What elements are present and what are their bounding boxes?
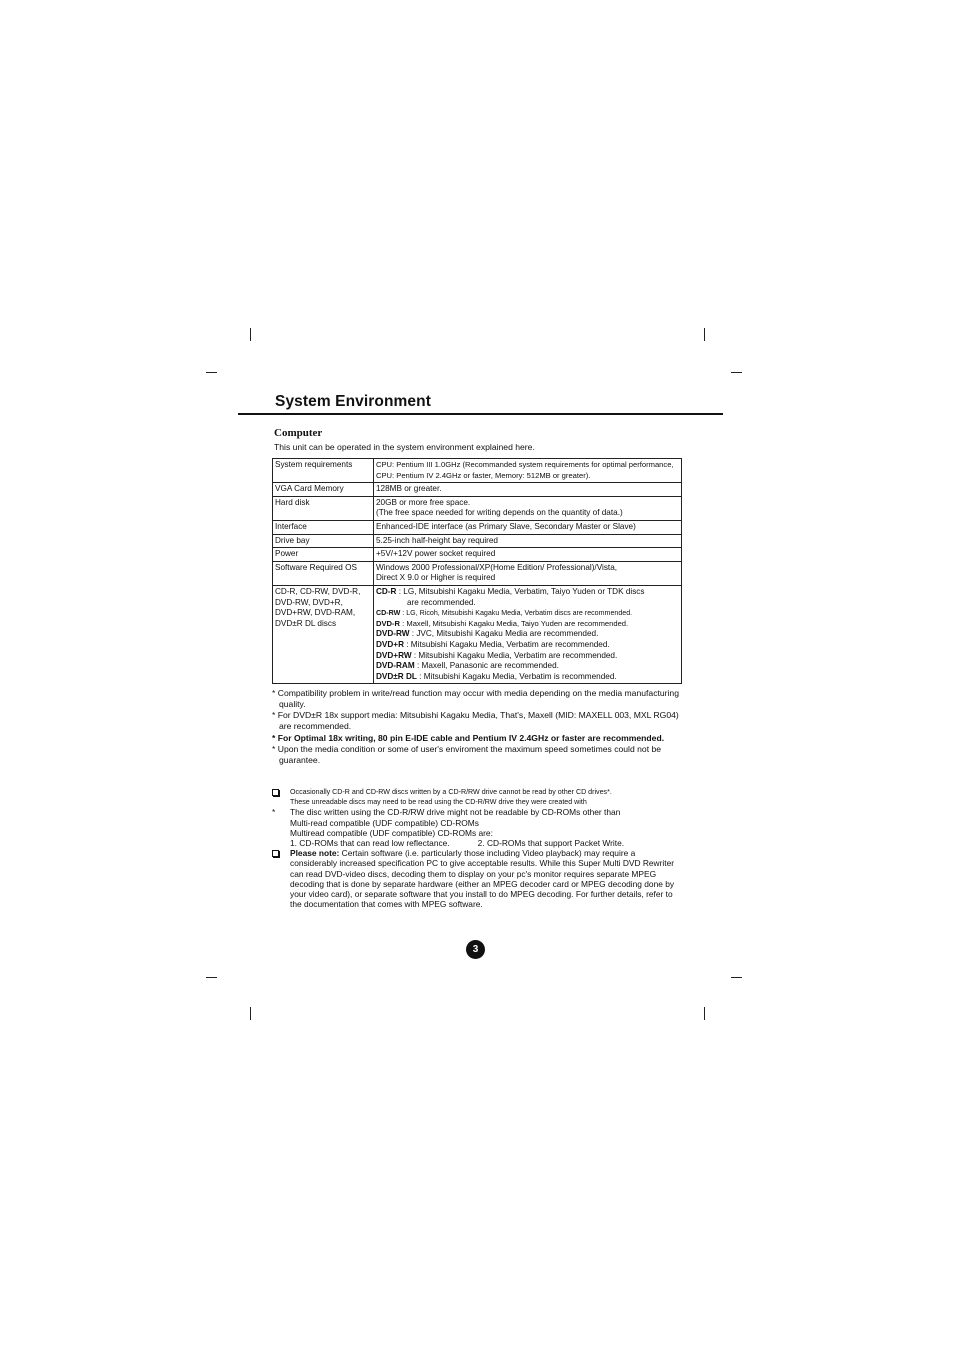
crop-mark	[250, 328, 251, 341]
table-row	[273, 585, 682, 683]
crop-mark	[704, 328, 705, 341]
media-recommendations: CD-R : LG, Mitsubishi Kagaku Media, Verbatim, Taiyo Yuden or TDK discs are recommended. CD-RW : LG, Ricoh, Mitsubishi Kagaku Media, Verbatim discs are recommended. DVD-R : Maxell, Mitsubishi Kagaku Media, Taiyo Yuden are recommended. DVD-RW : JVC, Mitsubishi Kagaku Media are recommended. DVD+R : Mitsubishi Kagaku Media, Verbatim are recommended. DVD+RW : Mitsubishi Kagaku Media, Verbatim are recommended. DVD-RAM : Maxell, Panasonic are recommended. DVD±R DL : Mitsubishi Kagaku Media, Verbatim is recommended.	[374, 585, 682, 683]
list-item: * The disc written using the CD-R/RW drive might not be readable by CD-ROMs other than Multi-read compatible (UDF compatible) CD-ROMs Multiread compatible (UDF compatible) CD-ROMs are: 1. CD-ROMs that can read low reflectance. 2. CD-ROMs that support Packet Write.	[272, 807, 625, 849]
crop-mark	[206, 977, 217, 978]
row-label: Hard disk	[273, 496, 374, 520]
crop-mark	[731, 372, 742, 373]
checkbox-bullet-icon	[272, 789, 279, 796]
row-label: System requirements	[273, 459, 374, 483]
row-value: CPU: Pentium III 1.0GHz (Recommanded system requirements for optimal performance, CPU: Pentium IV 2.4GHz or faster, Memory: 512MB or greater).	[374, 459, 682, 483]
page-title: System Environment	[275, 393, 431, 410]
row-label: Software Required OS	[273, 561, 374, 585]
row-value: 20GB or more free space. (The free space needed for writing depends on the quantity of data.)	[374, 496, 682, 520]
table-row	[273, 520, 682, 534]
row-value: 128MB or greater.	[374, 483, 682, 497]
section-intro: This unit can be operated in the system environment explained here.	[274, 442, 535, 452]
row-value: +5V/+12V power socket required	[374, 548, 682, 562]
row-value: Windows 2000 Professional/XP(Home Edition/ Professional)/Vista, Direct X 9.0 or Higher is required	[374, 561, 682, 585]
row-label: Drive bay	[273, 534, 374, 548]
table-row	[273, 483, 682, 497]
row-label: CD-R, CD-RW, DVD-R, DVD-RW, DVD+R, DVD+RW, DVD-RAM, DVD±R DL discs	[273, 585, 374, 683]
table-row	[273, 561, 682, 585]
row-value: Enhanced-IDE interface (as Primary Slave, Secondary Master or Slave)	[374, 520, 682, 534]
row-value: 5.25-inch half-height bay required	[374, 534, 682, 548]
footnote: * Compatibility problem in write/read function may occur with media depending on the media manufacturing quality.	[272, 688, 679, 709]
title-rule	[238, 413, 723, 415]
table-row	[273, 496, 682, 520]
crop-mark	[704, 1007, 705, 1020]
list-item: Please note: Certain software (i.e. particularly those including Video playback) may require a considerably increased specification PC to give acceptable results. While this Super Multi DVD Rewriter can read DVD-video discs, decoding them to display on your pc's monitor requires separate MPEG decoding that is done by separate hardware (either an MPEG decoder card or MPEG decoding done by your video card), or separate software that you install to do MPEG decoding. For further details, refer to the documentation that comes with MPEG software.	[272, 848, 684, 909]
footnotes	[272, 688, 684, 766]
checkbox-bullet-icon	[272, 850, 279, 857]
crop-mark	[731, 977, 742, 978]
page-number: 3	[466, 940, 485, 959]
row-label: VGA Card Memory	[273, 483, 374, 497]
notes-list	[272, 787, 684, 909]
footnote: * For Optimal 18x writing, 80 pin E-IDE cable and Pentium IV 2.4GHz or faster are recommended.	[272, 732, 665, 743]
list-item: Occasionally CD-R and CD-RW discs written by a CD-R/RW drive cannot be read by other CD drives*. These unreadable discs may need to be read using the CD-R/RW drive they were created with	[272, 787, 684, 807]
system-requirements-table	[272, 458, 682, 684]
footnote: * For DVD±R 18x support media: Mitsubishi Kagaku Media, That's, Maxell (MID: MAXELL 003, MXL RG04) are recommended.	[272, 710, 679, 732]
table-row	[273, 459, 682, 483]
table-row	[273, 534, 682, 548]
crop-mark	[250, 1007, 251, 1020]
crop-mark	[206, 372, 217, 373]
footnote: * Upon the media condition or some of user's enviroment the maximum speed sometimes could not be guarantee.	[272, 743, 662, 765]
section-heading: Computer	[274, 427, 323, 439]
table-row	[273, 548, 682, 562]
row-label: Interface	[273, 520, 374, 534]
asterisk-marker: *	[272, 807, 276, 818]
row-label: Power	[273, 548, 374, 562]
